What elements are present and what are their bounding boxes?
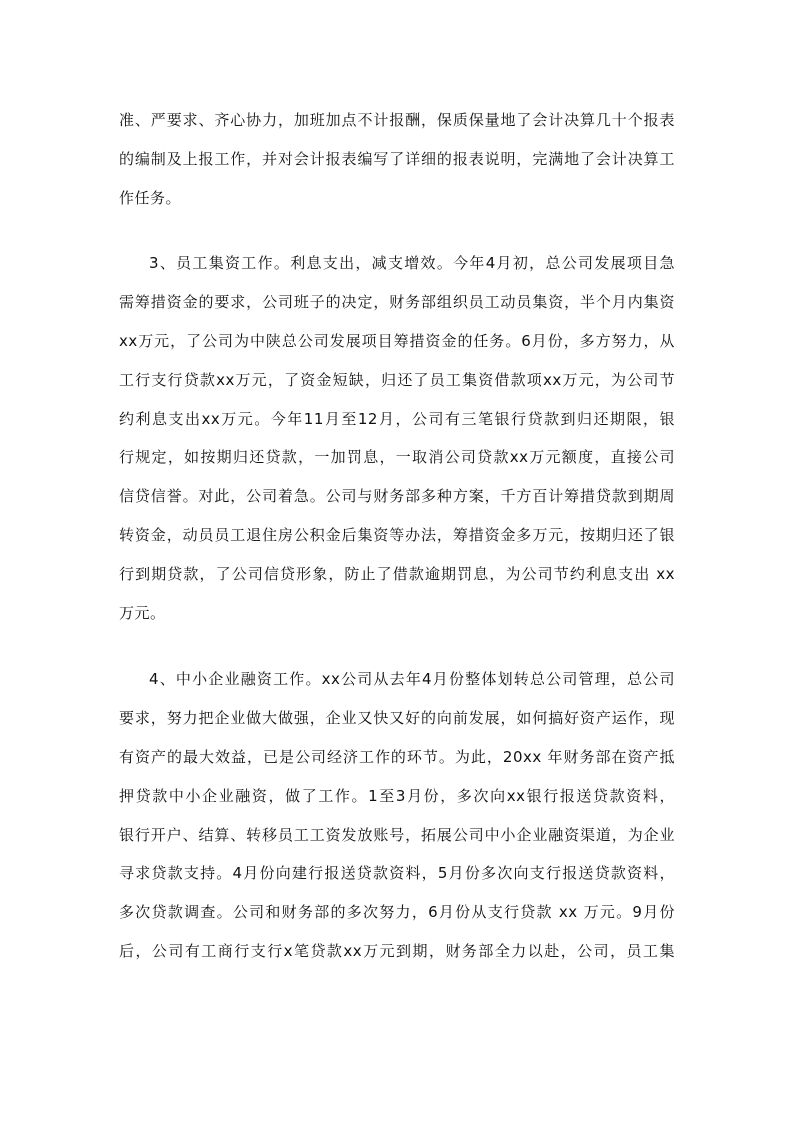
text-line: 押贷款中小企业融资，做了工作。1至3月份，多次向xx银行报送贷款资料， (119, 786, 675, 805)
text-line: 要求，努力把企业做大做强，企业又快又好的向前发展，如何搞好资产运作，现 (119, 708, 675, 727)
text-line: 约利息支出xx万元。今年11月至12月，公司有三笔银行贷款到归还期限，银 (119, 409, 675, 428)
paragraph-sme-financing (119, 660, 675, 971)
text-line: 准、严要求、齐心协力，加班加点不计报酬，保质保量地了会计决算几十个报表 (119, 111, 675, 129)
text-line: 的编制及上报工作，并对会计报表编写了详细的报表说明，完满地了会计决算工 (119, 149, 675, 168)
text-line: 3、员工集资工作。利息支出，减支增效。今年4月初，总公司发展项目急 (149, 254, 675, 272)
text-line: 银行开户、结算、转移员工工资发放账号，拓展公司中小企业融资渠道，为企业 (119, 825, 675, 844)
text-line: 寻求贷款支持。4月份向建行报送贷款资料，5月份多次向支行报送贷款资料， (119, 864, 675, 883)
paragraph-accounts-closing (119, 101, 675, 218)
text-line: 行到期贷款，了公司信贷形象，防止了借款逾期罚息，为公司节约利息支出 xx (119, 565, 675, 584)
text-line: xx万元，了公司为中陕总公司发展项目筹措资金的任务。6月份，多方努力，从 (119, 331, 675, 350)
text-line: 4、中小企业融资工作。xx公司从去年4月份整体划转总公司管理，总公司 (149, 670, 675, 688)
text-line: 万元。 (119, 604, 166, 623)
text-line: 行规定，如按期归还贷款，一加罚息，一取消公司贷款xx万元额度，直接公司 (119, 448, 675, 467)
text-line: 信贷信誉。对此，公司着急。公司与财务部多种方案，千方百计筹措贷款到期周 (119, 487, 675, 506)
text-line: 转资金，动员员工退住房公积金后集资等办法，筹措资金多万元，按期归还了银 (119, 526, 675, 545)
text-line: 作任务。 (119, 188, 182, 207)
text-line: 后，公司有工商行支行x笔贷款xx万元到期，财务部全力以赴，公司，员工集 (119, 942, 675, 961)
text-line: 需筹措资金的要求，公司班子的决定，财务部组织员工动员集资，半个月内集资 (119, 292, 675, 311)
text-line: 工行支行贷款xx万元，了资金短缺，归还了员工集资借款项xx万元，为公司节 (119, 370, 675, 389)
text-line: 有资产的最大效益，已是公司经济工作的环节。为此，20xx 年财务部在资产抵 (119, 747, 675, 766)
paragraph-employee-fundraising (119, 244, 675, 633)
text-line: 多次贷款调查。公司和财务部的多次努力，6月份从支行贷款 xx 万元。9月份 (119, 903, 675, 922)
